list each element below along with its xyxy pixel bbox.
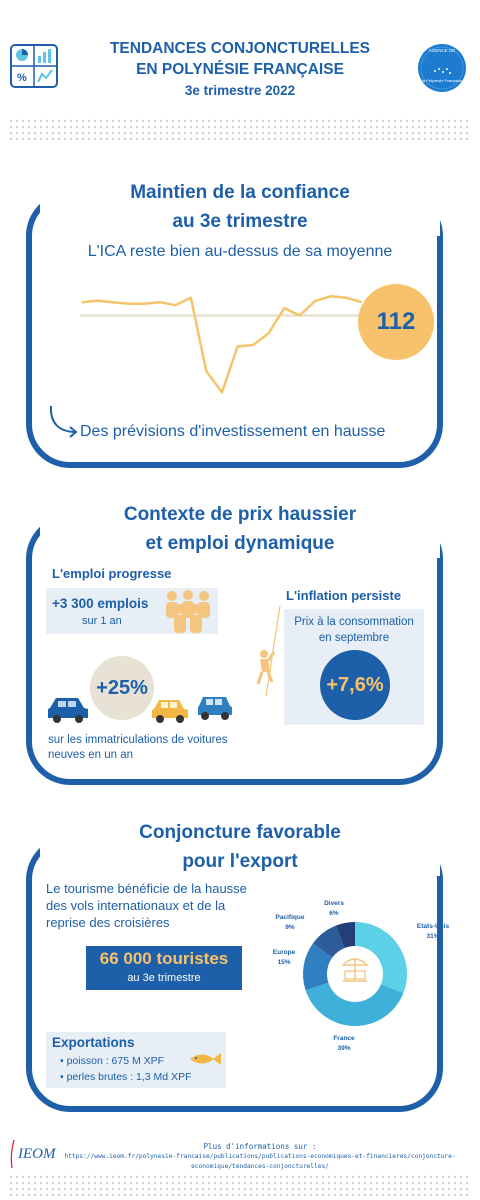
beach-umbrella-icon	[339, 953, 371, 983]
exports-item-text: poisson : 675 M XPF	[66, 1055, 165, 1067]
tourists-box	[86, 946, 242, 990]
footer-more-info: Plus d'informations sur :	[203, 1142, 317, 1151]
climber-icon	[252, 606, 286, 696]
footer-url-2[interactable]: economique/tendances-conjoncturelles/	[191, 1163, 329, 1170]
footer-url-1[interactable]: https://www.ieom.fr/polynesie-francaise/publications/publications-economiques-et-financieres/conjoncture-	[64, 1153, 456, 1160]
car-icon	[196, 694, 234, 722]
title-line-1: TENDANCES CONJONCTURELLES	[109, 40, 371, 57]
logo-text-2: la Polynésie Française	[421, 78, 463, 83]
page-subtitle: 3e trimestre 2022	[184, 83, 296, 98]
page-title	[0, 38, 480, 101]
inflation-badge	[320, 650, 390, 720]
footer-info	[50, 1142, 470, 1172]
inflation-heading: L'inflation persiste	[286, 588, 402, 603]
tourism-text-2: des vols internationaux et de la	[46, 898, 226, 913]
curved-arrow-icon	[46, 402, 80, 436]
donut-pct: 9%	[285, 924, 295, 931]
donut-label: Europe	[272, 949, 296, 956]
title-line-2: EN POLYNÉSIE FRANÇAISE	[136, 61, 344, 78]
people-group-icon	[160, 586, 216, 634]
cars-value: +25%	[96, 676, 148, 699]
section3-title	[40, 818, 440, 876]
bullet: •	[60, 1071, 67, 1083]
exports-item	[60, 1071, 191, 1083]
tourists-sub: au 3e trimestre	[127, 972, 201, 984]
exports-item	[60, 1055, 164, 1067]
emploi-value: +3 300 emplois	[52, 596, 149, 611]
cars-text-2: neuves en un an	[48, 749, 134, 761]
cars-value-circle	[90, 656, 154, 720]
donut-label: Pacifique	[275, 914, 305, 921]
cars-text-1: sur les immatriculations de voitures	[48, 734, 228, 746]
svg-text:%: %	[17, 72, 27, 84]
donut-label: Etats-Unis	[416, 923, 450, 930]
cars-text	[48, 733, 228, 763]
section1-subtitle: L'ICA reste bien au-dessus de sa moyenne	[87, 243, 393, 260]
fish-icon	[188, 1050, 222, 1068]
donut-label: Divers	[324, 900, 344, 907]
ica-value-badge	[358, 284, 434, 360]
car-icon	[150, 696, 190, 724]
section1-footer: Des prévisions d'investissement en hausse	[80, 423, 386, 440]
inflation-value: +7,6%	[326, 673, 384, 696]
section1-title-1: Maintien de la confiance	[130, 182, 350, 203]
donut-slice	[306, 983, 404, 1026]
donut-label: France	[333, 1035, 355, 1042]
car-icon	[46, 694, 90, 724]
tourism-text-1: Le tourisme bénéficie de la hausse	[46, 881, 247, 896]
exports-heading: Exportations	[52, 1035, 135, 1050]
emploi-sub: sur 1 an	[82, 615, 122, 627]
section2-title	[40, 500, 440, 558]
ieom-logo-text: IEOM	[18, 1146, 56, 1162]
section3-title-2: pour l'export	[182, 851, 298, 872]
ica-value: 112	[376, 308, 416, 335]
ieom-logo	[8, 1138, 56, 1170]
section2-title-1: Contexte de prix haussier	[123, 504, 357, 525]
ica-line	[82, 296, 362, 392]
donut-pct: 39%	[337, 1045, 351, 1052]
exports-item-text: perles brutes : 1,3 Md XPF	[66, 1071, 192, 1083]
ica-chart	[80, 280, 380, 410]
section3-title-1: Conjoncture favorable	[139, 822, 341, 843]
donut-pct: 31%	[426, 933, 440, 940]
section2-title-2: et emploi dynamique	[145, 533, 335, 554]
section1-title	[40, 178, 440, 236]
logo-text-1: AGENCE DE	[428, 48, 456, 53]
inflation-text-2: en septembre	[318, 632, 390, 644]
donut-pct: 6%	[329, 910, 339, 917]
donut-pct: 15%	[277, 959, 291, 966]
tourists-value: 66 000 touristes	[99, 949, 229, 968]
bullet: •	[60, 1055, 67, 1067]
tourism-text	[46, 880, 247, 931]
inflation-text-1: Prix à la consommation	[294, 616, 414, 628]
agency-logo	[418, 44, 466, 92]
tourism-text-3: reprise des croisières	[46, 915, 170, 930]
section1-title-2: au 3e trimestre	[172, 211, 308, 232]
emploi-heading: L'emploi progresse	[52, 566, 172, 581]
